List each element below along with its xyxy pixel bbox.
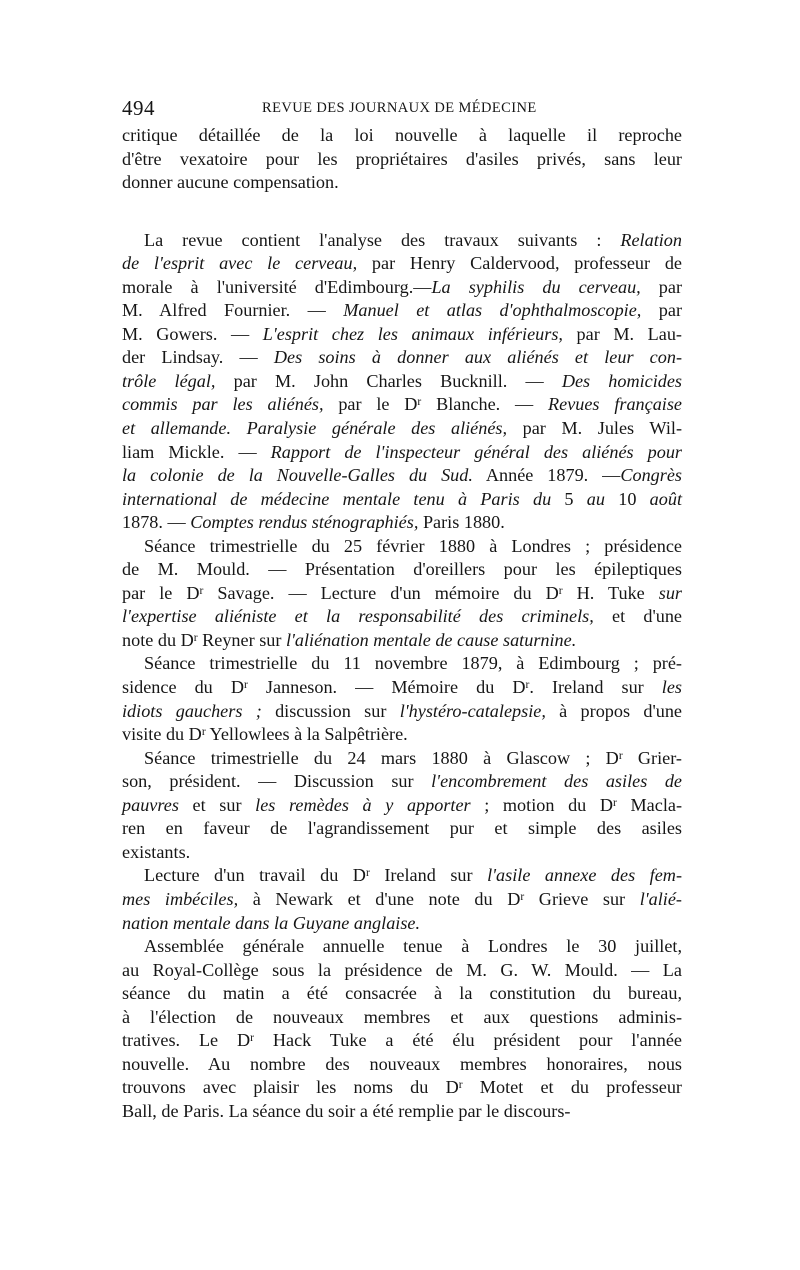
text-segment: son, président. — Discussion sur — [122, 771, 432, 792]
text-segment: séance du matin a été consacrée à la constitution du bureau, — [122, 983, 682, 1004]
superscript: r — [250, 1032, 254, 1045]
text-line — [122, 817, 682, 841]
text-segment: Reyner sur — [197, 629, 286, 650]
text-segment: à propos d'une — [545, 700, 683, 721]
text-segment: visite du D — [122, 724, 202, 745]
text-segment: existants. — [122, 841, 191, 862]
text-line — [122, 582, 682, 606]
superscript: r — [525, 679, 530, 692]
italic-segment: Rapport de l'inspecteur général des aliénés pour — [270, 441, 683, 462]
text-line — [122, 723, 682, 747]
text-segment: au Royal-Collège sous la présidence de M. G. W. Mould. — La — [122, 959, 682, 980]
text-line — [122, 276, 682, 300]
text-segment: à Newark et d'une note du D — [238, 888, 521, 909]
text-line — [122, 535, 682, 559]
text-line — [122, 676, 682, 700]
text-line — [122, 370, 682, 394]
italic-segment: international de médecine mentale tenu à Paris du — [122, 488, 552, 509]
text-segment: 10 — [604, 488, 650, 509]
text-segment: à l'élection de nouveaux membres et aux questions adminis- — [122, 1006, 682, 1027]
italic-segment: trôle légal, — [122, 370, 216, 391]
text-line — [122, 323, 682, 347]
text-line — [122, 299, 682, 323]
text-segment: 5 — [551, 488, 587, 509]
text-segment: Blanche. — — [421, 394, 549, 415]
text-segment: par — [640, 276, 683, 297]
italic-segment: Congrès — [620, 465, 682, 486]
italic-segment: l'alié- — [639, 888, 682, 909]
italic-segment: commis par les aliénés, — [122, 394, 324, 415]
text-segment: Séance trimestrielle du 24 mars 1880 à Glascow ; D — [144, 747, 619, 768]
page-number: 494 — [122, 96, 155, 120]
text-line — [122, 605, 682, 629]
text-segment: Motet et du professeur — [462, 1077, 682, 1098]
italic-segment: l'encombrement des asiles de — [431, 771, 683, 792]
text-segment: M. Alfred Fournier. — — [122, 300, 344, 321]
text-segment: Année 1879. — — [472, 465, 621, 486]
italic-segment: l'hystéro-catalepsie, — [399, 700, 546, 721]
text-segment: Savage. — Lecture d'un mémoire du D — [203, 582, 559, 603]
text-segment: Hack Tuke a été élu président pour l'année — [254, 1030, 682, 1051]
text-segment: ren en faveur de l'agrandissement pur et simple des asiles — [122, 818, 682, 839]
text-segment: ; motion du D — [470, 794, 614, 815]
text-line — [122, 441, 682, 465]
italic-segment: L'esprit chez les animaux inférieurs, — [262, 323, 563, 344]
text-line — [122, 959, 682, 983]
text-segment: Grier- — [622, 747, 682, 768]
text-segment: de M. Mould. — Présentation d'oreillers pour les épileptiques — [122, 559, 682, 580]
text-line — [122, 888, 682, 912]
paragraph — [122, 652, 682, 746]
text-segment: 1878. — — [122, 512, 191, 533]
text-line — [122, 841, 682, 865]
paragraph — [122, 229, 682, 535]
text-segment: par le D — [122, 582, 200, 603]
italic-segment: l'aliénation mentale de cause saturnine. — [285, 629, 577, 650]
italic-segment: nation mentale dans la Guyane anglaise. — [122, 912, 421, 933]
text-segment: sidence du D — [122, 677, 244, 698]
text-segment: par Henry Caldervood, professeur de — [357, 253, 682, 274]
text-segment: Ireland sur — [369, 865, 488, 886]
italic-segment: idiots gauchers ; — [122, 700, 262, 721]
text-segment: par M. John Charles Bucknill. — — [215, 370, 562, 391]
paragraph — [122, 864, 682, 935]
italic-segment: les — [661, 677, 683, 698]
superscript: r — [417, 396, 422, 409]
text-segment: H. Tuke — [562, 582, 659, 603]
text-line — [122, 982, 682, 1006]
superscript: r — [193, 631, 198, 644]
italic-segment: La syphilis du cerveau, — [431, 276, 641, 297]
paragraph — [122, 747, 682, 865]
italic-segment: Relation — [620, 229, 682, 250]
text-segment: Ball, de Paris. La séance du soir a été remplie par le discours- — [122, 1100, 571, 1121]
italic-segment: et allemande. Paralysie générale des aliénés, — [122, 418, 508, 439]
text-line — [122, 864, 682, 888]
paragraph — [122, 124, 682, 195]
text-line — [122, 393, 682, 417]
text-segment: donner aucune compensation. — [122, 172, 339, 193]
superscript: r — [458, 1079, 463, 1092]
text-segment: par le D — [323, 394, 418, 415]
text-line — [122, 700, 682, 724]
text-line — [122, 558, 682, 582]
superscript: r — [243, 679, 248, 692]
text-line — [122, 935, 682, 959]
text-segment: trouvons avec plaisir les noms du D — [122, 1077, 459, 1098]
text-line — [122, 417, 682, 441]
text-line — [122, 124, 682, 148]
italic-segment: pauvres — [122, 794, 179, 815]
text-line — [122, 488, 682, 512]
text-line — [122, 1100, 682, 1124]
text-segment: discussion sur — [261, 700, 400, 721]
page-header — [122, 96, 682, 122]
text-segment: et d'une — [593, 606, 682, 627]
text-segment: et sur — [178, 794, 256, 815]
paragraph-gap — [122, 195, 682, 229]
text-segment: par — [641, 300, 683, 321]
text-line — [122, 1076, 682, 1100]
text-segment: d'être vexatoire pour les propriétaires d'asiles privés, sans leur — [122, 148, 682, 169]
text-line — [122, 1006, 682, 1030]
text-line — [122, 747, 682, 771]
text-line — [122, 794, 682, 818]
text-segment: par M. Lau- — [562, 323, 682, 344]
superscript: r — [558, 584, 563, 597]
text-segment: Séance trimestrielle du 25 février 1880 à Londres ; présidence — [144, 535, 682, 556]
text-line — [122, 511, 682, 535]
text-segment: Janneson. — Mémoire du D — [247, 677, 526, 698]
text-line — [122, 1029, 682, 1053]
text-segment: critique détaillée de la loi nouvelle à laquelle il reproche — [122, 125, 682, 145]
text-segment: Grieve sur — [524, 888, 640, 909]
text-line — [122, 1053, 682, 1077]
italic-segment: sur — [658, 582, 683, 603]
text-segment: Yellowlees à la Salpêtrière. — [205, 724, 408, 745]
italic-segment: les remèdes à y apporter — [255, 794, 471, 815]
superscript: r — [201, 726, 206, 739]
text-line — [122, 912, 682, 936]
italic-segment: août — [649, 488, 683, 509]
paragraph — [122, 935, 682, 1123]
text-segment: Lecture d'un travail du D — [144, 865, 366, 886]
superscript: r — [618, 749, 623, 762]
text-segment: Paris 1880. — [418, 512, 505, 533]
text-line — [122, 629, 682, 653]
italic-segment: la colonie de la Nouvelle-Galles du Sud. — [122, 465, 473, 486]
text-line — [122, 652, 682, 676]
italic-segment: au — [586, 488, 605, 509]
text-segment: note du D — [122, 629, 194, 650]
italic-segment: l'asile annexe des fem- — [487, 865, 683, 886]
text-line — [122, 148, 682, 172]
text-segment: der Lindsay. — — [122, 347, 274, 368]
italic-segment: mes imbéciles, — [122, 888, 239, 909]
text-line — [122, 770, 682, 794]
italic-segment: Revues française — [548, 394, 683, 415]
text-line — [122, 171, 682, 195]
italic-segment: l'expertise aliéniste et la responsabilité des criminels, — [122, 606, 594, 627]
italic-segment: de l'esprit avec le cerveau, — [122, 253, 358, 274]
paragraph — [122, 535, 682, 653]
italic-segment: Des homicides — [561, 370, 683, 391]
text-segment: liam Mickle. — — [122, 441, 271, 462]
text-segment: Macla- — [616, 794, 682, 815]
body-text — [122, 124, 682, 1123]
text-segment: . Ireland sur — [529, 677, 662, 698]
text-segment: nouvelle. Au nombre des nouveaux membres honoraires, nous — [122, 1053, 682, 1074]
text-segment: Assemblée générale annuelle tenue à Londres le 30 juillet, — [144, 936, 682, 957]
running-head: REVUE DES JOURNAUX DE MÉDECINE — [262, 100, 537, 116]
text-segment: par M. Jules Wil- — [507, 418, 683, 439]
superscript: r — [365, 867, 370, 880]
text-line — [122, 464, 682, 488]
italic-segment: Des soins à donner aux aliénés et leur con- — [273, 347, 682, 368]
text-segment: Séance trimestrielle du 11 novembre 1879, à Edimbourg ; pré- — [144, 653, 682, 674]
text-segment: morale à l'université d'Edimbourg.— — [122, 276, 432, 297]
text-line — [122, 229, 682, 253]
italic-segment: Comptes rendus sténographiés, — [190, 512, 419, 533]
superscript: r — [199, 584, 204, 597]
text-segment: tratives. Le D — [122, 1030, 251, 1051]
italic-segment: Manuel et atlas d'ophthalmoscopie, — [343, 300, 642, 321]
text-line — [122, 252, 682, 276]
text-segment: La revue contient l'analyse des travaux suivants : — [144, 229, 621, 250]
text-line — [122, 346, 682, 370]
superscript: r — [520, 890, 525, 903]
superscript: r — [613, 796, 617, 809]
text-segment: M. Gowers. — — [122, 323, 263, 344]
